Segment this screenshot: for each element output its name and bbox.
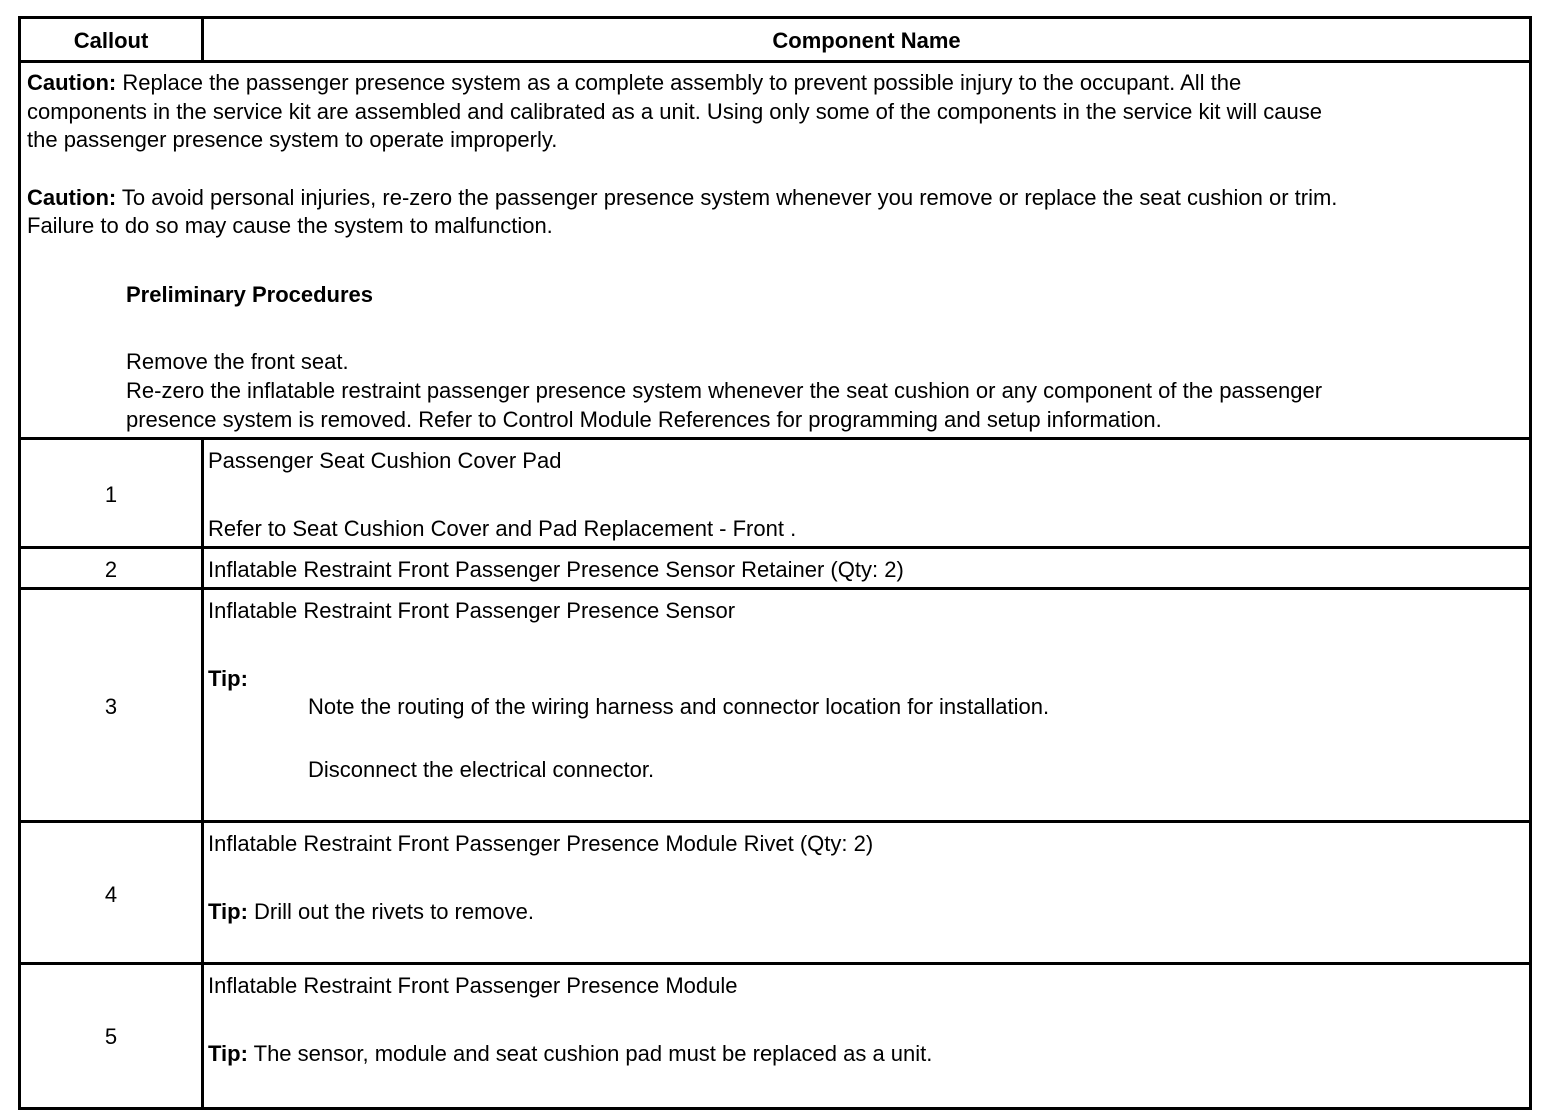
row-2-name: Inflatable Restraint Front Passenger Presence Sensor Retainer (Qty: 2) — [208, 557, 904, 582]
row-1-name: Passenger Seat Cushion Cover Pad — [208, 448, 562, 473]
preliminary-title: Preliminary Procedures — [126, 282, 374, 307]
row-4-callout: 4 — [104, 882, 118, 907]
caution-1-line-2: components in the service kit are assembled and calibrated as a unit. Using only some of the components in the service kit will cause — [27, 99, 1322, 124]
row-2-divider — [201, 549, 204, 589]
header-divider — [201, 19, 204, 60]
row-3-tip-item-2: Disconnect the electrical connector. — [308, 757, 655, 782]
row-5-divider — [201, 965, 204, 1107]
prelim-line-1: Remove the front seat. — [126, 349, 349, 374]
header-component-name: Component Name — [772, 28, 961, 53]
row-1-divider — [201, 440, 204, 548]
row-5-tip: Tip: The sensor, module and seat cushion pad must be replaced as a unit. — [208, 1041, 933, 1066]
row-3-callout: 3 — [104, 694, 118, 719]
intro-rule — [21, 437, 1529, 440]
row-3-name: Inflatable Restraint Front Passenger Presence Sensor — [208, 598, 736, 623]
caution-1-line-1: Caution: Replace the passenger presence system as a complete assembly to prevent possible injury to the occupant. All the — [27, 70, 1242, 95]
caution-2-line-2: Failure to do so may cause the system to malfunction. — [27, 213, 553, 238]
row-1-rule — [21, 546, 1529, 549]
row-4-rule — [21, 962, 1529, 965]
row-3-tip-item-1: Note the routing of the wiring harness and connector location for installation. — [308, 694, 1050, 719]
prelim-line-3: presence system is removed. Refer to Control Module References for programming and setup information. — [126, 407, 1162, 432]
header-rule — [21, 60, 1529, 63]
row-2-rule — [21, 587, 1529, 590]
row-1-callout: 1 — [104, 482, 118, 507]
row-3-rule — [21, 820, 1529, 823]
row-2-callout: 2 — [104, 557, 118, 582]
row-4-name: Inflatable Restraint Front Passenger Presence Module Rivet (Qty: 2) — [208, 831, 874, 856]
row-3-divider — [201, 590, 204, 823]
row-1-note: Refer to Seat Cushion Cover and Pad Replacement - Front . — [208, 516, 797, 541]
row-5-name: Inflatable Restraint Front Passenger Presence Module — [208, 973, 738, 998]
row-3-tip-label: Tip: — [208, 666, 248, 691]
row-5-callout: 5 — [104, 1024, 118, 1049]
row-4-divider — [201, 823, 204, 965]
caution-2-line-1: Caution: To avoid personal injuries, re-zero the passenger presence system whenever you remove or replace the seat cushion or trim. — [27, 185, 1338, 210]
prelim-line-2: Re-zero the inflatable restraint passenger presence system whenever the seat cushion or any component of the passenger — [126, 378, 1323, 403]
header-callout: Callout — [73, 28, 149, 53]
component-table — [18, 16, 1532, 1110]
row-4-tip: Tip: Drill out the rivets to remove. — [208, 899, 535, 924]
caution-1-line-3: the passenger presence system to operate improperly. — [27, 127, 558, 152]
